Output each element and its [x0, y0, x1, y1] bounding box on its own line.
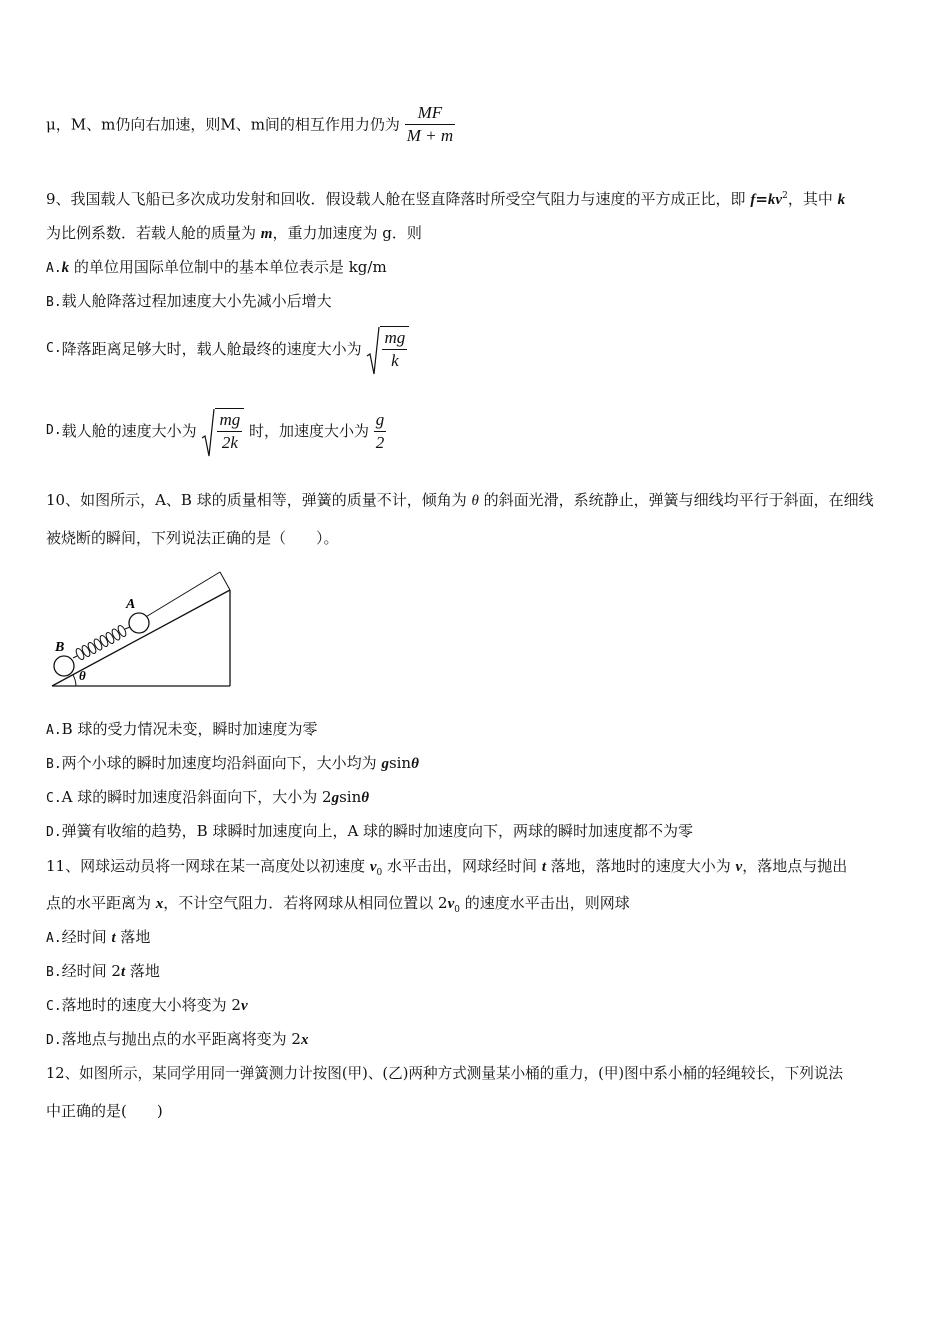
q9-stem-line2: [46, 223, 422, 244]
option-label: A.: [46, 261, 62, 276]
option-text: 经时间: [61, 928, 112, 946]
q9-text: ，其中: [787, 190, 838, 208]
symbol-g: g: [331, 790, 340, 806]
label-theta: θ: [79, 668, 86, 683]
symbol-theta: θ: [361, 790, 370, 806]
spring: [73, 624, 130, 660]
q10-text: 的斜面光滑，系统静止，弹簧与细线均平行于斜面，在细线: [478, 491, 874, 509]
q9-option-c: [46, 326, 409, 372]
option-label: B.: [46, 757, 62, 772]
q9-option-b: [46, 291, 332, 313]
q9-formula-eq: =: [755, 190, 768, 208]
symbol-t: t: [111, 930, 116, 946]
option-text: 落地时的速度大小将变为 2: [61, 996, 241, 1014]
incline-spring-figure: [44, 562, 244, 692]
option-text: B 球的受力情况未变，瞬时加速度为零: [61, 720, 318, 738]
q11-option-d: [46, 1029, 308, 1051]
symbol-x: x: [155, 896, 164, 912]
option-label: C.: [46, 999, 62, 1014]
option-label: D.: [46, 1033, 62, 1048]
q9-stem-line1: [46, 186, 845, 210]
subscript: 0: [376, 868, 383, 878]
angle-arc: [73, 675, 76, 686]
q11-text: 点的水平距离为: [46, 894, 156, 912]
label-a: A: [126, 597, 136, 612]
option-text: 落地点与抛出点的水平距离将变为 2: [61, 1030, 301, 1048]
option-text: 的单位用国际单位制中的基本单位表示是 kg/m: [69, 258, 387, 276]
fraction-denominator: 2: [375, 432, 385, 452]
symbol-sin: sin: [339, 788, 362, 806]
symbol-sin: sin: [388, 754, 412, 772]
q10-stem-line2: [46, 528, 339, 548]
q11-stem-line2: [46, 893, 630, 920]
fraction-numerator: mg: [384, 328, 406, 347]
option-label: A.: [46, 723, 62, 738]
q11-text: ，不计空气阻力．若将网球从相同位置以 2: [163, 894, 448, 912]
q9-formula-sup: 2: [782, 191, 788, 201]
q9-option-d: [46, 408, 386, 454]
fraction-numerator: mg: [219, 410, 241, 429]
symbol-g: g: [381, 756, 389, 772]
q9-text: 9、我国载人飞船已多次成功发射和回收．假设载人舱在竖直降落时所受空气阻力与速度的平方成正比，即: [46, 190, 751, 208]
option-text: 经时间 2: [61, 962, 121, 980]
option-text: A 球的瞬时加速度沿斜面向下，大小为 2: [61, 788, 332, 806]
option-label: C.: [46, 791, 62, 806]
q11-text: ，落地点与抛出: [742, 857, 848, 875]
option-label: C.: [46, 341, 62, 356]
q9-k: k: [837, 192, 846, 208]
option-text: 降落距离足够大时，载人舱最终的速度大小为: [61, 340, 362, 358]
ball-a: [129, 613, 149, 633]
q10-option-b: [46, 753, 419, 775]
symbol-t: t: [120, 964, 126, 980]
q9-m: m: [260, 226, 273, 242]
option-label: B.: [46, 965, 62, 980]
fraction-numerator: MF: [417, 103, 443, 122]
q9-formula-f: f: [750, 192, 756, 208]
symbol-v: v: [240, 998, 248, 1014]
option-text: 弹簧有收缩的趋势，B 球瞬时加速度向上，A 球的瞬时加速度向下，两球的瞬时加速度都不为零: [61, 822, 694, 840]
sqrt-mg-over-k: [366, 326, 409, 372]
radical-sign: [366, 326, 380, 376]
option-label: D.: [46, 825, 62, 840]
q9-k: k: [61, 260, 70, 276]
option-text: 落地: [125, 962, 160, 980]
option-text: 载人舱降落过程加速度大小先减小后增大: [61, 292, 332, 310]
q12-text: 中正确的是( ): [46, 1102, 163, 1120]
q11-text: 的速度水平击出，则网球: [460, 894, 630, 912]
q9-text: ，重力加速度为 g．则: [272, 224, 422, 242]
q11-text: 水平击出，网球经时间: [382, 857, 542, 875]
q11-text: 落地，落地时的速度大小为: [545, 857, 736, 875]
fraction-numerator: g: [375, 409, 385, 429]
symbol-v: v: [735, 859, 743, 875]
option-label: A.: [46, 931, 62, 946]
thread: [144, 572, 220, 618]
symbol-t: t: [541, 859, 546, 875]
sqrt-mg-over-2k: [201, 408, 244, 454]
q12-stem-line2: [46, 1101, 163, 1121]
q11-text: 11、网球运动员将一网球在某一高度处以初速度: [46, 857, 370, 875]
prev-answer-line: [46, 102, 455, 147]
option-text: 载人舱的速度大小为: [61, 422, 197, 440]
q11-stem-line1: [46, 856, 847, 883]
q10-option-d: [46, 821, 693, 843]
q9-text: 为比例系数．若载人舱的质量为: [46, 224, 261, 242]
q10-text: 被烧断的瞬间，下列说法正确的是（ ）。: [46, 529, 339, 547]
fraction-mf: [405, 102, 455, 147]
q11-option-c: [46, 995, 248, 1017]
symbol-v: v: [369, 859, 377, 875]
q12-text: 12、如图所示，某同学用同一弹簧测力计按图(甲)、(乙)两种方式测量某小桶的重力，(甲)图中系小桶的轻绳较长，下列说法: [46, 1065, 844, 1082]
symbol-x: x: [300, 1032, 309, 1048]
q10-option-c: [46, 787, 369, 809]
fraction-g-over-2: [374, 409, 387, 454]
subscript: 0: [454, 905, 461, 915]
q10-text: 10、如图所示，A、B 球的质量相等，弹簧的质量不计，倾角为: [46, 491, 472, 509]
q9-formula-kv: kv: [767, 192, 783, 208]
fraction-denominator: k: [382, 349, 407, 372]
fraction-denominator: M + m: [406, 126, 454, 145]
option-text: 落地: [115, 928, 151, 946]
thread-anchor: [220, 572, 230, 590]
ball-b: [54, 656, 74, 676]
q10-theta: θ: [471, 493, 479, 509]
q11-option-a: [46, 927, 150, 949]
q12-stem-line1: [46, 1064, 843, 1084]
fraction: [382, 327, 407, 372]
prev-text: μ，M、m仍向右加速，则M、m间的相互作用力仍为: [46, 115, 400, 134]
label-b: B: [55, 640, 65, 655]
q11-option-b: [46, 961, 160, 983]
q10-option-a: [46, 719, 317, 741]
symbol-v: v: [447, 896, 455, 912]
option-text: 两个小球的瞬时加速度均沿斜面向下，大小均为: [61, 754, 382, 772]
fraction: [217, 409, 242, 454]
option-text: 时，加速度大小为: [244, 422, 370, 440]
q10-stem-line1: [46, 490, 874, 511]
fraction-denominator: 2k: [217, 431, 242, 454]
option-label: B.: [46, 295, 62, 310]
q9-option-a: [46, 257, 387, 279]
option-label: D.: [46, 423, 62, 438]
symbol-theta: θ: [411, 756, 419, 772]
radical-sign: [201, 408, 215, 458]
